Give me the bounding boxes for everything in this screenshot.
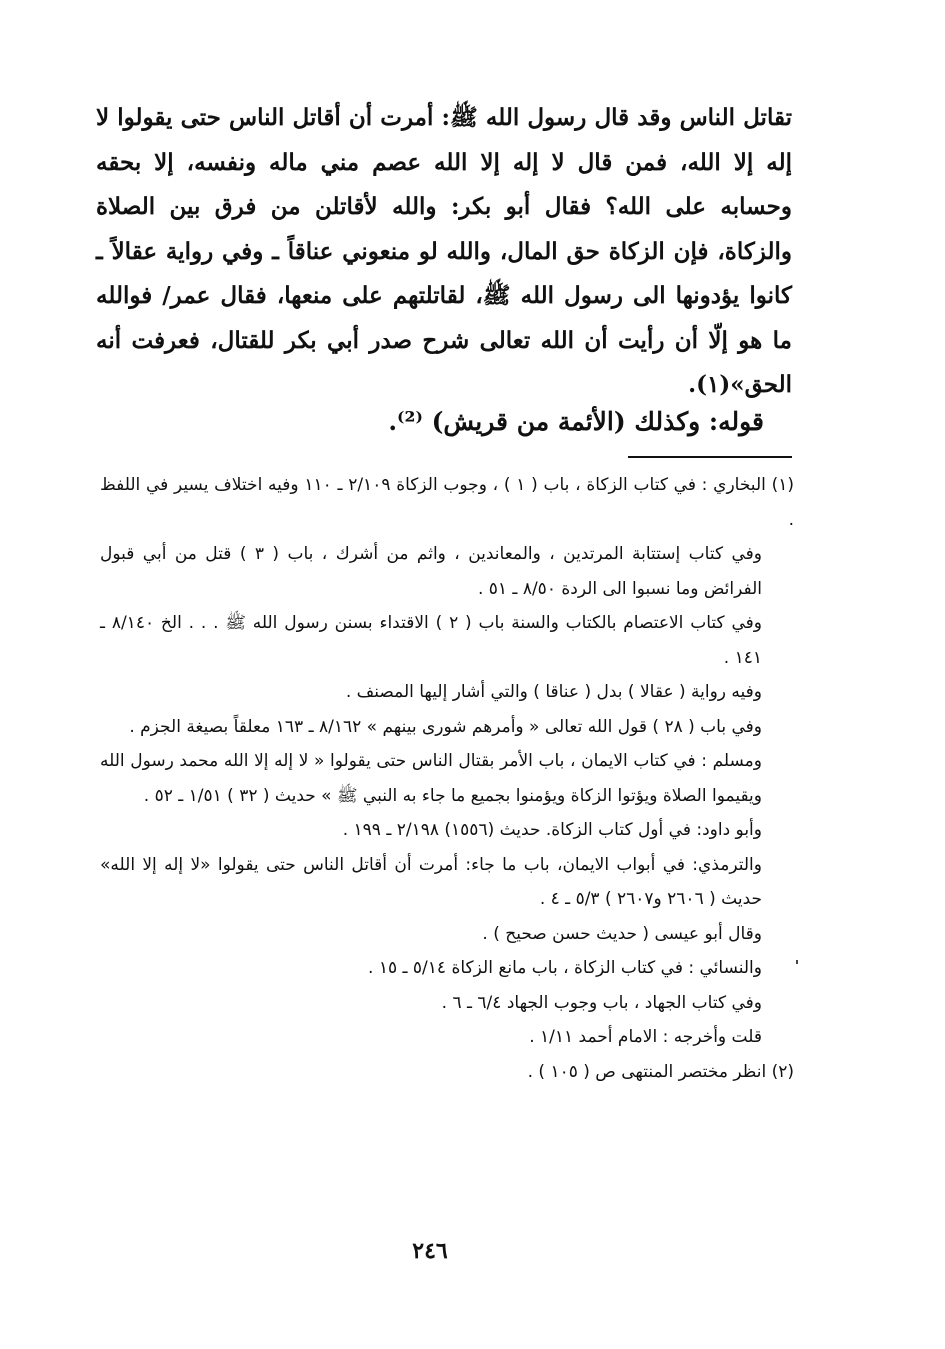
footnote-line: والنسائي : في كتاب الزكاة ، باب مانع الزكاة ٥/١٤ ـ ١٥ . — [368, 958, 762, 978]
footnote-line: وقال أبو عيسى ( حديث حسن صحيح ) . — [482, 923, 762, 944]
footnote-line: وفي كتاب إستتابة المرتدين ، والمعاندين ، واثم من أشرك ، باب ( ٣ ) قتل من أبي قبول الفرائض وما نسبوا الى الردة ٨/٥٠ ـ ٥١ . — [100, 544, 762, 599]
footnote-line: وأبو داود: في أول كتاب الزكاة. حديث (١٥٥٦) ٢/١٩٨ ـ ١٩٩ . — [342, 820, 762, 840]
scan-speck — [796, 960, 798, 964]
footnote-separator — [628, 456, 792, 458]
section-heading: قوله: وكذلك (الأئمة من قريش) ⁽²⁾. — [388, 407, 764, 436]
page-number: ٢٤٦ — [412, 1238, 448, 1264]
footnote-line: قلت وأخرجه : الامام أحمد ١/١١ . — [529, 1027, 762, 1047]
footnote-line: وفي باب ( ٢٨ ) قول الله تعالى « وأمرهم شورى بينهم » ٨/١٦٢ ـ ١٦٣ معلقاً بصيغة الجزم . — [129, 716, 762, 737]
main-paragraph: تقاتل الناس وقد قال رسول الله ﷺ: أمرت أن أقاتل الناس حتى يقولوا لا إله إلا الله، فمن قال لا إله إلا الله عصم مني ماله ونفسه، إلا بحقه وحسابه على الله؟ فقال أبو بكر: والله لأقاتلن من فرق بين الصلاة والزكاة، فإن الزكاة حق المال، والله لو منعوني عناقاً ـ وفي رواية عقالاً ـ كانوا يؤدونها الى رسول الله ﷺ، لقاتلتهم على منعها، فقال عمر/ فوالله ما هو إلّا أن رأيت أن الله تعالى شرح صدر أبي بكر للقتال، فعرفت أنه الحق»(١). — [96, 104, 792, 398]
main-text — [96, 96, 792, 408]
footnote-line: ومسلم : في كتاب الايمان ، باب الأمر بقتال الناس حتى يقولوا « لا إله إلا الله محمد رسول الله ويقيموا الصلاة ويؤتوا الزكاة ويؤمنوا بجميع ما جاء به النبي ﷺ » حديث ( ٣٢ ) ١/٥١ ـ ٥٢ . — [100, 751, 762, 806]
footnote-line: وفي كتاب الجهاد ، باب وجوب الجهاد ٦/٤ ـ ٦ . — [441, 992, 762, 1013]
footnote-line: والترمذي: في أبواب الايمان، باب ما جاء: أمرت أن أقاتل الناس حتى يقولوا «لا إله إلا الله» حديث ( ٢٦٠٦ و٢٦٠٧ ) ٥/٣ ـ ٤ . — [100, 854, 762, 909]
footnote-1: (١) البخاري : في كتاب الزكاة ، باب ( ١ ) ، وجوب الزكاة ٢/١٠٩ ـ ١١٠ وفيه اختلاف يسير في اللفظ . — [100, 475, 794, 530]
footnote-2: (٢) انظر مختصر المنتهى ص ( ١٠٥ ) . — [527, 1061, 794, 1082]
footnotes — [100, 468, 794, 1089]
footnote-line: وفيه رواية ( عقالا ) بدل ( عناقا ) والتي أشار إليها المصنف . — [345, 682, 762, 702]
footnote-line: وفي كتاب الاعتصام بالكتاب والسنة باب ( ٢ ) الاقتداء بسنن رسول الله ﷺ . . . الخ ٨/١٤٠ ـ ١٤١ . — [100, 613, 762, 668]
